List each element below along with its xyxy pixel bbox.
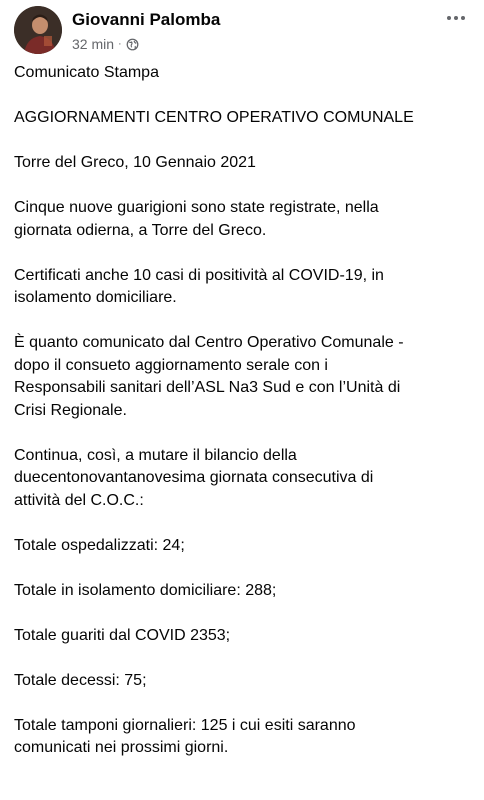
post-text-line: Totale ospedalizzati: 24; (14, 536, 185, 554)
author-name[interactable]: Giovanni Palomba (72, 10, 221, 29)
post-text-line: duecentonovantanovesima giornata consecutiva di (14, 469, 374, 486)
post-text-line: giornata odierna, a Torre del Greco. (14, 221, 267, 239)
post-text-line: Torre del Greco, 10 Gennaio 2021 (14, 154, 256, 171)
more-options-icon[interactable] (442, 8, 470, 28)
post-paragraph (14, 670, 476, 693)
post-text-line: Certificati anche 10 casi di positività al COVID-19, in (14, 266, 384, 284)
post-text-line: attività del C.O.C.: (14, 491, 144, 509)
post-body (14, 62, 476, 760)
post-text-line: comunicati nei prossimi giorni. (14, 739, 229, 756)
post-text-line: Totale decessi: 75; (14, 671, 147, 689)
post-paragraph (14, 62, 476, 85)
post-text-line: AGGIORNAMENTI CENTRO OPERATIVO COMUNALE (14, 109, 414, 126)
globe-icon[interactable] (126, 38, 139, 51)
post-text-line: Totale tamponi giornalieri: 125 i cui esiti saranno (14, 716, 356, 734)
avatar[interactable] (14, 6, 62, 54)
post-paragraph (14, 265, 476, 310)
post-header (14, 6, 470, 56)
post-timestamp[interactable]: 32 min (72, 36, 115, 52)
post-paragraph (14, 535, 476, 558)
avatar-image (14, 6, 62, 54)
post-text-line: Totale guariti dal COVID 2353; (14, 626, 231, 644)
post-text-line: Totale in isolamento domiciliare: 288; (14, 581, 277, 599)
post-paragraph (14, 197, 476, 242)
post-text-line: Cinque nuove guarigioni sono state registrate, nella (14, 199, 379, 216)
post-text-line: isolamento domiciliare. (14, 289, 177, 306)
post-text-line: Continua, così, a mutare il bilancio della (14, 446, 297, 464)
meta-separator: · (118, 38, 122, 50)
post-text-line: Comunicato Stampa (14, 64, 159, 81)
post-paragraph (14, 332, 476, 422)
post-paragraph (14, 152, 476, 175)
post-paragraph (14, 715, 476, 760)
post-text-line: Crisi Regionale. (14, 401, 127, 419)
post-meta (72, 36, 139, 52)
post-paragraph (14, 580, 476, 603)
post-text-line: dopo il consueto aggiornamento serale con i (14, 356, 328, 374)
post-paragraph (14, 107, 476, 130)
post-text-line: È quanto comunicato dal Centro Operativo Comunale - (14, 334, 404, 351)
post-text-line: Responsabili sanitari dell’ASL Na3 Sud e con l’Unità di (14, 379, 401, 396)
post-paragraph (14, 625, 476, 648)
post-paragraph (14, 445, 476, 513)
